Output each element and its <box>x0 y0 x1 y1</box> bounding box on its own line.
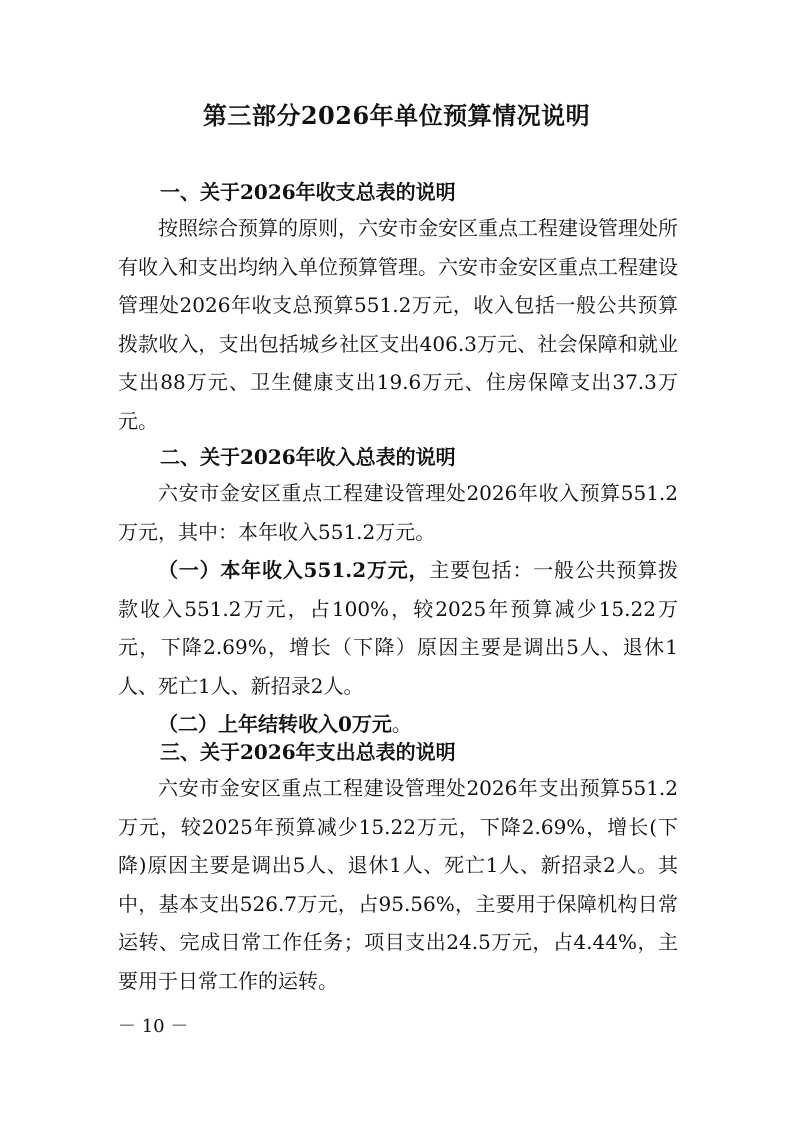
section-1-paragraph: 按照综合预算的原则，六安市金安区重点工程建设管理处所有收入和支出均纳入单位预算管理。六安市金安区重点工程建设管理处2026年收支总预算551.2万元，收入包括一般公共预算拨款收入，支出包括城乡社区支出406.3万元、社会保障和就业支出88万元、卫生健康支出19.6万元、住房保障支出37.3万元。 <box>118 216 678 433</box>
section-1-heading: 一、关于2026年收支总表的说明 <box>160 180 456 204</box>
section-1-body <box>118 209 678 440</box>
section-2-body <box>118 474 678 744</box>
section-2-item-1-body: 主要包括：一般公共预算拨款收入551.2万元，占100%，较2025年预算减少15.22万元，下降2.69%，增长（下降）原因主要是调出5人、退休1人、死亡1人、新招录2人。 <box>118 558 678 698</box>
section-2-heading: 二、关于2026年收入总表的说明 <box>160 445 456 469</box>
page-number: － 10 － <box>118 1016 189 1037</box>
document-title: 第三部分2026年单位预算情况说明 <box>202 101 591 130</box>
section-2-item-1-title: （一）本年收入551.2万元， <box>158 558 430 582</box>
section-2-item-2-end: 。 <box>391 712 412 736</box>
section-3-body <box>118 769 678 1000</box>
section-2-paragraph: 六安市金安区重点工程建设管理处2026年收入预算551.2万元，其中：本年收入551.2万元。 <box>118 481 678 544</box>
section-3-heading: 三、关于2026年支出总表的说明 <box>160 740 456 764</box>
section-2-item-2-title: （二）上年结转收入0万元 <box>158 712 392 736</box>
section-3-paragraph: 六安市金安区重点工程建设管理处2026年支出预算551.2万元，较2025年预算减少15.22万元，下降2.69%，增长(下降)原因主要是调出5人、退休1人、死亡1人、新招录2人。其中，基本支出526.7万元，占95.56%，主要用于保障机构日常运转、完成日常工作任务；项目支出24.5万元，占4.44%，主要用于日常工作的运转。 <box>118 776 678 993</box>
section-2-item-1 <box>118 551 678 705</box>
